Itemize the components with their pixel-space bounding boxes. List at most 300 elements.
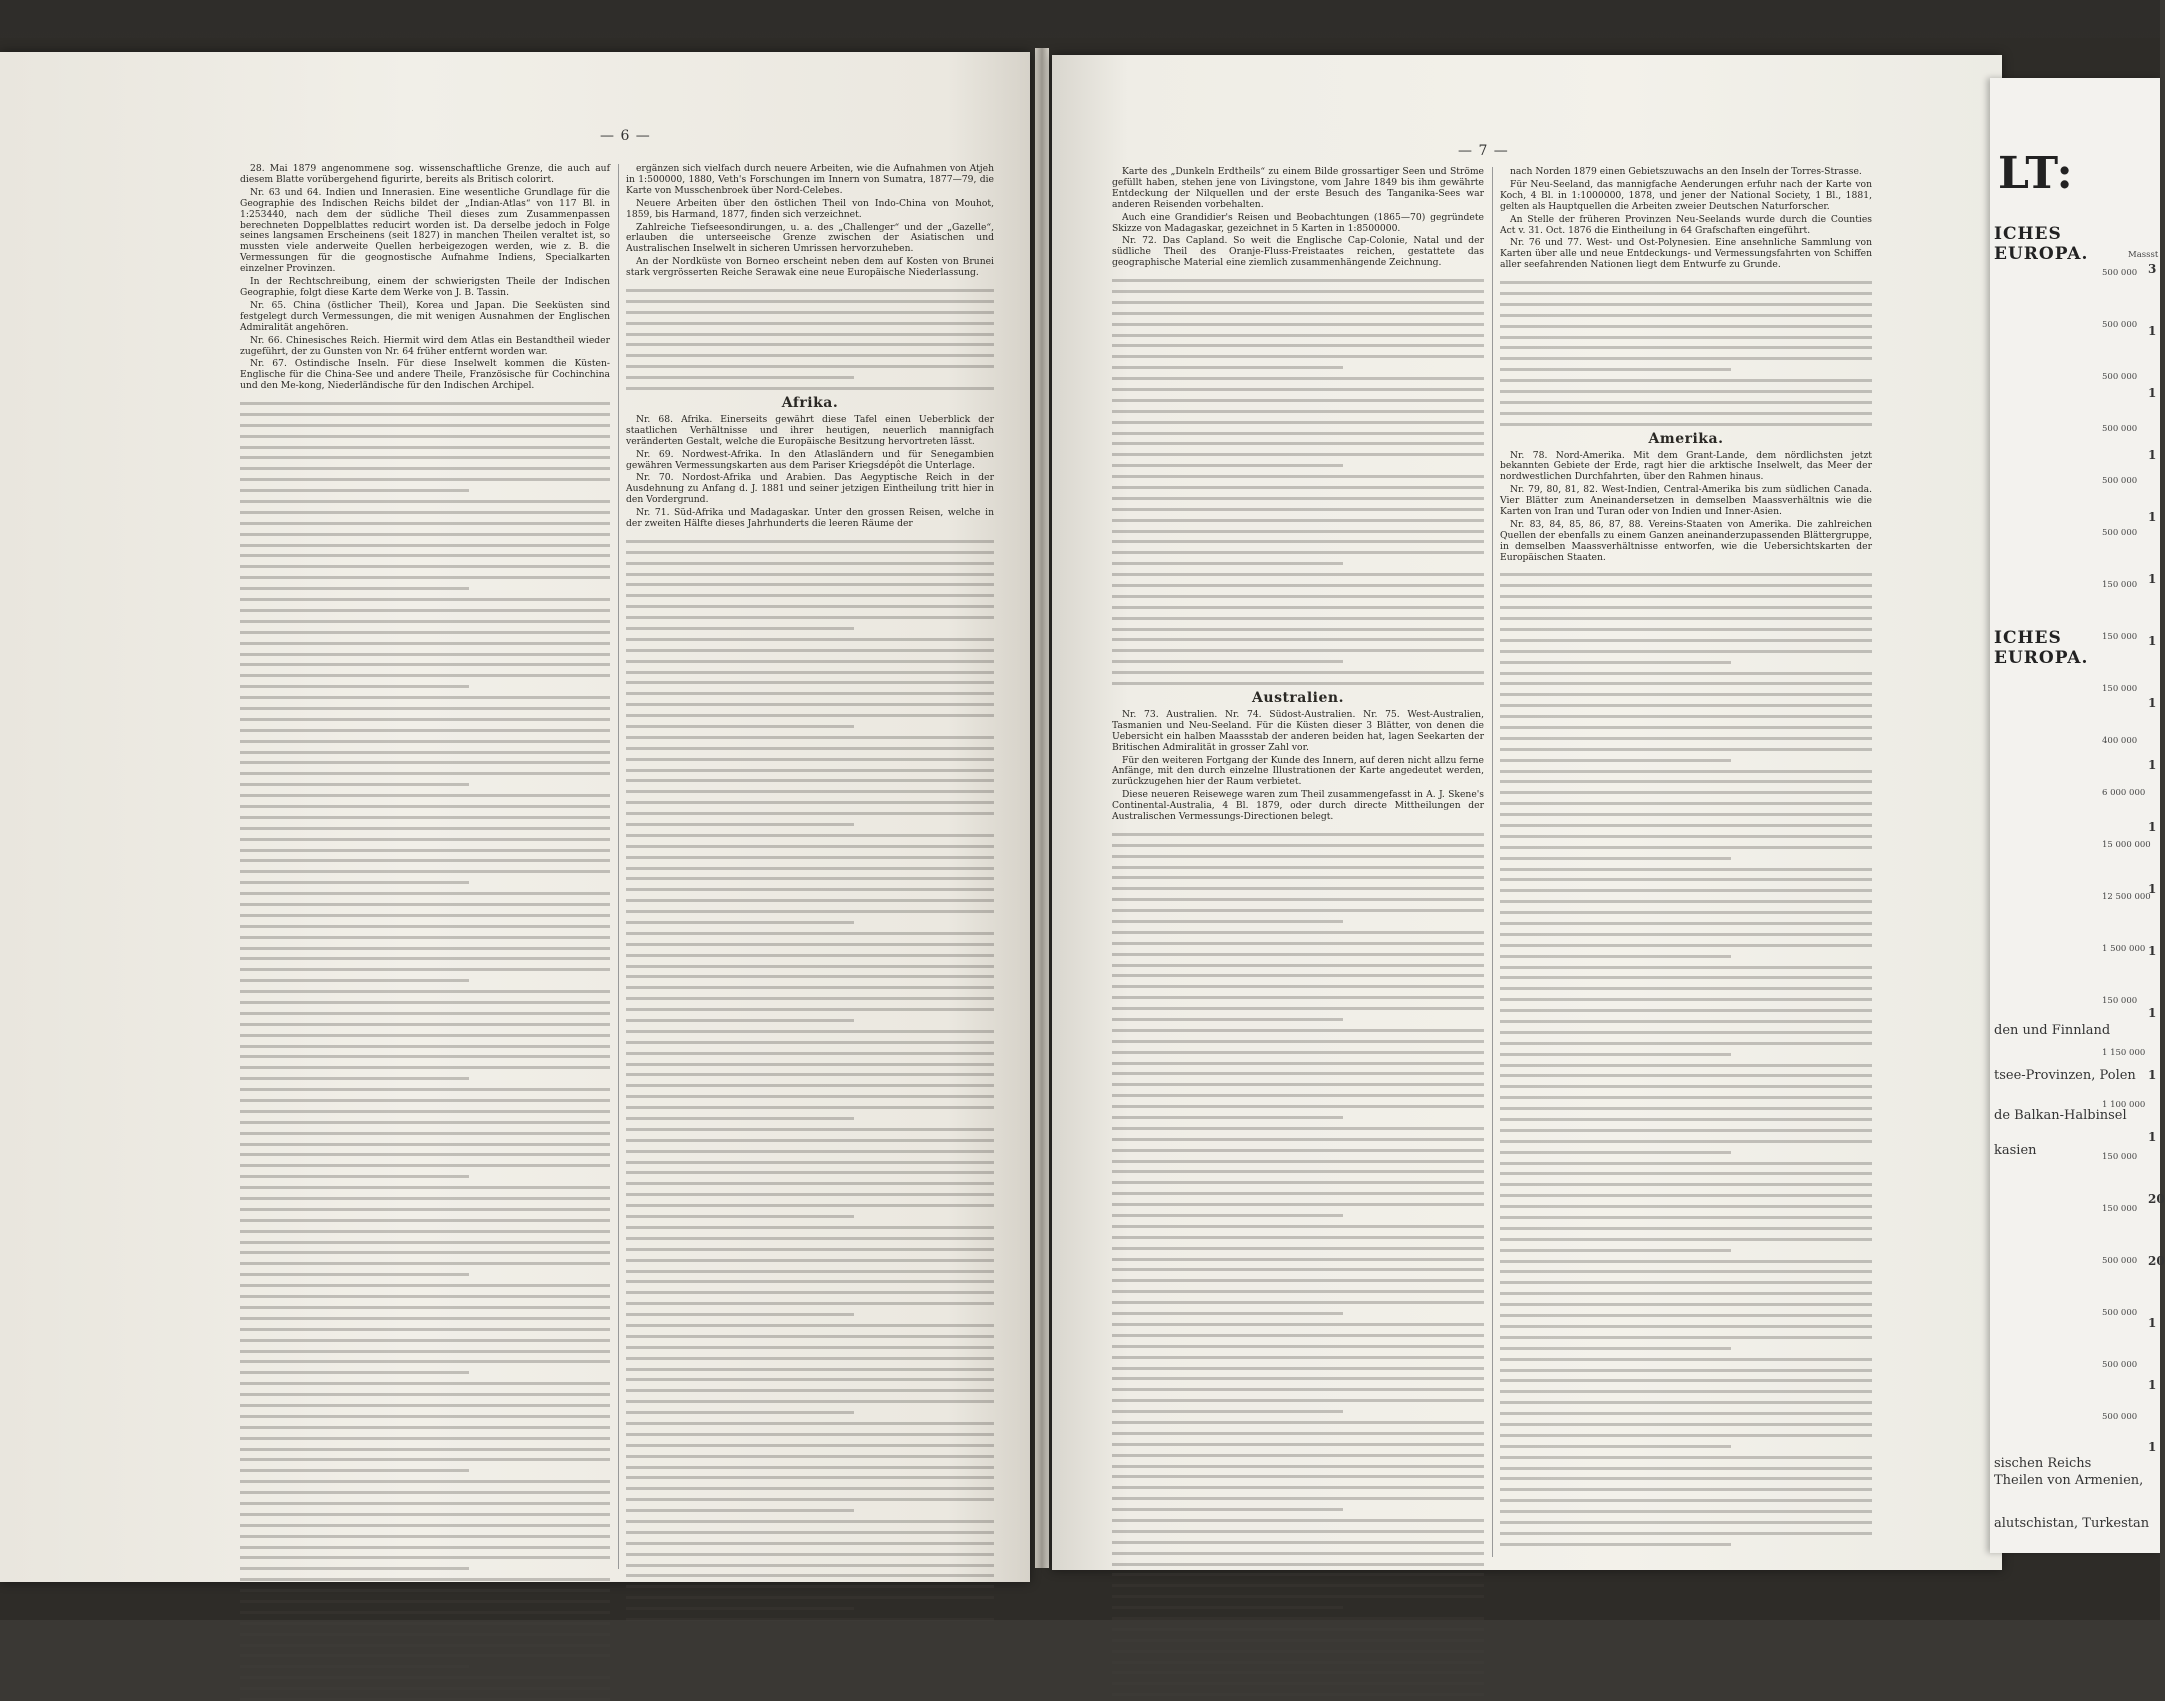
text-line (1500, 576, 1872, 587)
text-line (626, 1131, 994, 1142)
text-line (1112, 478, 1484, 489)
text-line (240, 1331, 610, 1342)
scale-column-label: Massst (2128, 250, 2159, 260)
paragraph: Auch eine Grandidier's Reisen und Beobachtungen (1865—70) gegründete Skizze von Madagaskar, gezeichnet in 5 Karten in 1:8500000. (1112, 211, 1484, 234)
text-line (626, 532, 994, 543)
text-line (1112, 1173, 1484, 1184)
text-line (1112, 304, 1484, 315)
text-line (1112, 1119, 1484, 1130)
text-line (240, 1200, 610, 1211)
text-line (1112, 1250, 1484, 1261)
text-line (626, 1098, 994, 1109)
text-line (1112, 315, 1484, 326)
text-line (626, 924, 994, 935)
text-line (1500, 371, 1872, 382)
text-line (1112, 1239, 1484, 1250)
text-line (1112, 522, 1484, 533)
text-line (240, 1048, 610, 1059)
text-line (626, 619, 854, 630)
paragraph: Nr. 72. Das Capland. So weit die Englische Cap-Colonie, Natal und der südliche Theil des Oranje-Fluss-Freistaates reichen, gestattete das geographische Material eine ziemlich zusammenhängende Zeichnung. (1112, 235, 1484, 269)
text-line (1112, 1141, 1484, 1152)
text-line (240, 1461, 469, 1472)
text-line (626, 674, 994, 685)
text-line (240, 666, 610, 677)
text-line (1500, 1219, 1872, 1230)
paragraph: An der Nordküste von Borneo erscheint neben dem auf Kosten von Brunei stark vergrösserten Reiche Serawak eine neue Europäische Niederlassung. (626, 256, 994, 279)
text-line (240, 1211, 610, 1222)
text-column-3 (1112, 167, 1484, 1557)
text-line (1500, 1263, 1872, 1274)
sheet-count: 20 (2148, 1192, 2165, 1206)
contents-heading-2: ICHES EUROPA. (1994, 628, 2089, 668)
text-line (1500, 1480, 1872, 1491)
text-line (240, 1091, 610, 1102)
scale-value: 12 500 000 (2102, 892, 2151, 902)
text-line (1112, 1282, 1484, 1293)
text-line (1112, 587, 1484, 598)
text-line (1500, 1513, 1872, 1524)
text-line (240, 634, 610, 645)
text-line (1500, 1361, 1872, 1372)
text-line (626, 641, 994, 652)
text-line (1500, 849, 1731, 860)
text-line (240, 1037, 610, 1048)
text-line (1112, 1576, 1484, 1587)
text-line (240, 819, 610, 830)
text-line (1500, 783, 1872, 794)
section-heading: Amerika. (1648, 430, 1724, 447)
contents-entry: tsee-Provinzen, Polen (1994, 1068, 2136, 1083)
text-line (1500, 393, 1872, 404)
text-line (1500, 284, 1872, 295)
text-line (1500, 1448, 1872, 1459)
text-line (240, 1069, 469, 1080)
contents-entry: Theilen von Armenien, (1994, 1473, 2144, 1488)
text-line (1500, 740, 1872, 751)
text-line (1112, 576, 1484, 587)
text-line (1500, 1339, 1731, 1350)
text-line (1112, 620, 1484, 631)
text-line (1500, 273, 1872, 284)
text-line (1112, 1032, 1484, 1043)
text-line (1500, 979, 1872, 990)
text-line (1500, 1524, 1872, 1535)
text-line (240, 906, 610, 917)
text-line (626, 1294, 994, 1305)
text-line (1112, 1620, 1484, 1631)
inserted-contents-sheet (1990, 78, 2165, 1553)
text-line (240, 971, 469, 982)
text-line (1500, 653, 1731, 664)
text-line (626, 1512, 994, 1523)
text-line (240, 481, 469, 492)
text-line (626, 303, 994, 314)
text-line (240, 1276, 610, 1287)
text-line (240, 525, 610, 536)
text-line (1500, 587, 1872, 598)
text-line (626, 761, 994, 772)
text-line (240, 1026, 610, 1037)
text-line (1112, 609, 1484, 620)
text-line (626, 1316, 994, 1327)
text-line (626, 1273, 994, 1284)
column-divider-right (1492, 167, 1493, 1557)
text-line (240, 1015, 610, 1026)
text-line (626, 935, 994, 946)
section-heading: Afrika. (781, 394, 839, 411)
text-line (626, 1599, 854, 1610)
text-line (240, 1385, 610, 1396)
text-line (626, 728, 994, 739)
text-line (1500, 860, 1872, 871)
text-line (1500, 1459, 1872, 1470)
text-line (1500, 1350, 1872, 1361)
text-line (1112, 358, 1343, 369)
text-line (1112, 271, 1484, 282)
paragraph: Für den weiteren Fortgang der Kunde des Innern, auf deren nicht allzu ferne Anfänge, mit den durch einzelne Illustrationen der Karte angedeutet werden, zurückzugehen hier der Raum verbietet. (1112, 754, 1484, 788)
text-line (626, 281, 994, 292)
text-line (240, 1320, 610, 1331)
text-line (1112, 1195, 1484, 1206)
text-line (240, 427, 610, 438)
text-line (240, 470, 610, 481)
text-line (626, 1044, 994, 1055)
text-line (240, 1636, 610, 1647)
text-line (1500, 990, 1872, 1001)
text-line (1500, 1165, 1872, 1176)
text-line (1112, 1010, 1343, 1021)
text-line (240, 1244, 610, 1255)
text-line (240, 1363, 469, 1374)
text-line (1500, 675, 1872, 686)
text-line (1112, 1435, 1484, 1446)
text-line (1500, 1273, 1872, 1284)
text-line (240, 895, 610, 906)
text-line (1500, 566, 1872, 577)
text-line (1500, 1099, 1872, 1110)
text-line (1500, 1306, 1872, 1317)
text-line (1500, 1284, 1872, 1295)
text-line (240, 1287, 610, 1298)
text-line (1500, 871, 1872, 882)
text-line (626, 1458, 994, 1469)
text-line (1500, 958, 1872, 969)
text-line (1500, 1230, 1872, 1241)
text-line (1112, 1402, 1343, 1413)
text-line (626, 859, 994, 870)
text-line (1500, 903, 1872, 914)
text-line (1112, 1184, 1484, 1195)
text-line (240, 1647, 610, 1658)
text-line (240, 1505, 610, 1516)
text-line (626, 1218, 994, 1229)
text-line (1500, 1208, 1872, 1219)
text-line (626, 1055, 994, 1066)
text-line (626, 1545, 994, 1556)
text-line (1500, 751, 1731, 762)
text-line (240, 590, 610, 601)
text-line (1500, 382, 1872, 393)
scale-value: 500 000 (2102, 372, 2138, 382)
text-line (1500, 1077, 1872, 1088)
text-line (1112, 1468, 1484, 1479)
contents-entry: de Balkan-Halbinsel (1994, 1108, 2127, 1123)
column-divider (618, 164, 619, 1569)
text-line (1500, 925, 1872, 936)
text-line (1112, 1413, 1484, 1424)
text-line (240, 536, 610, 547)
text-column-1 (240, 164, 610, 1569)
scale-value: 150 000 (2102, 632, 2138, 642)
text-line (1112, 1500, 1343, 1511)
text-line (626, 1610, 994, 1621)
text-line (240, 612, 610, 623)
paragraph: Nr. 79, 80, 81, 82. West-Indien, Central-Amerika bis zum südlichen Canada. Vier Blätter zum Aneinandersetzen in demselben Maassverhältnis wie die Karten von Iran und Turan oder von Indien und Inner-Asien. (1500, 484, 1872, 518)
text-line (240, 1189, 610, 1200)
text-line (1112, 1598, 1343, 1609)
text-line (626, 989, 994, 1000)
text-line (1112, 456, 1343, 467)
text-line (1112, 337, 1484, 348)
scale-value: 400 000 (2102, 736, 2138, 746)
paragraph: Nr. 70. Nordost-Afrika und Arabien. Das Aegyptische Reich in der Ausdehnung zu Anfang d. J. 1881 und seiner jetzigen Eintheilung tritt hier in den Vordergrund. (626, 472, 994, 506)
text-line (1112, 1664, 1484, 1675)
text-line (1112, 901, 1484, 912)
text-line (1112, 1326, 1484, 1337)
text-line (1112, 565, 1484, 576)
text-line (626, 663, 994, 674)
text-line (240, 416, 610, 427)
text-line (240, 1124, 610, 1135)
text-line (626, 1142, 994, 1153)
text-line (1112, 999, 1484, 1010)
text-line (626, 576, 994, 587)
text-line (1500, 306, 1872, 317)
text-line (1112, 934, 1484, 945)
text-line (1112, 1075, 1484, 1086)
text-line (240, 405, 610, 416)
section-heading: Australien. (1252, 690, 1344, 706)
text-line (626, 1283, 994, 1294)
text-line (240, 808, 610, 819)
text-line (1112, 1065, 1484, 1076)
text-line (626, 1153, 994, 1164)
text-line (626, 804, 994, 815)
text-line (240, 1178, 610, 1189)
text-line (240, 1625, 610, 1636)
text-line (240, 1222, 610, 1233)
text-line (1112, 1446, 1484, 1457)
text-line (1112, 1152, 1484, 1163)
text-line (626, 870, 994, 881)
text-line (1112, 1086, 1484, 1097)
text-line (1500, 707, 1872, 718)
text-line (1112, 1108, 1343, 1119)
text-line (1112, 1653, 1484, 1664)
text-line (240, 1353, 610, 1364)
text-line (240, 438, 610, 449)
text-line (1112, 511, 1484, 522)
text-line (626, 1556, 994, 1567)
text-line (626, 1534, 994, 1545)
text-line (626, 1262, 994, 1273)
text-line (626, 543, 994, 554)
paragraph: Nr. 73. Australien. Nr. 74. Südost-Australien. Nr. 75. West-Australien, Tasmanien und Neu-Seeland. Für die Küsten dieser 3 Blätter, von denen die Uebersicht ein halben Maassstab der anderen beiden hat, lagen Seekarten der Britischen Admiralität in grosser Zahl vor. (1112, 708, 1484, 753)
text-line (1500, 1121, 1872, 1132)
text-line (626, 1011, 854, 1022)
text-line (626, 782, 994, 793)
text-line (1500, 598, 1872, 609)
text-line (1112, 663, 1484, 674)
text-line (626, 902, 994, 913)
text-line (1112, 347, 1484, 358)
text-line (626, 1567, 994, 1578)
text-line (240, 623, 610, 634)
text-line (1500, 295, 1872, 306)
text-line (1500, 914, 1872, 925)
text-line (626, 1523, 994, 1534)
text-line (1500, 642, 1872, 653)
text-line (1500, 685, 1872, 696)
text-line (626, 684, 994, 695)
text-line (1112, 1555, 1484, 1566)
text-line (1112, 533, 1484, 544)
text-line (1112, 1391, 1484, 1402)
sheet-count: 1 (2148, 1316, 2157, 1330)
text-line (626, 346, 994, 357)
text-line (626, 1360, 994, 1371)
text-line (626, 1120, 994, 1131)
sheet-count: 1 (2148, 882, 2157, 896)
text-line (1112, 1642, 1484, 1653)
right-page (1052, 55, 2002, 1570)
text-line (1112, 1587, 1484, 1598)
text-line (1500, 1197, 1872, 1208)
text-line (626, 1349, 994, 1360)
text-line (1500, 1404, 1872, 1415)
text-line (240, 1614, 610, 1625)
text-line (1500, 1045, 1731, 1056)
text-line (1112, 1315, 1484, 1326)
scale-value: 500 000 (2102, 476, 2138, 486)
text-line (1112, 326, 1484, 337)
contents-title: LT: (1998, 148, 2073, 199)
text-line (240, 1342, 610, 1353)
text-line (1500, 729, 1872, 740)
paragraph: Nr. 68. Afrika. Einerseits gewährt diese Tafel einen Ueberblick der staatlichen Verhältnisse und ihrer heutigen, neuerlich mannigfach veränderten Gestalt, welche die Europäische Besitzung hervortreten lässt. (626, 413, 994, 447)
paragraph: 28. Mai 1879 angenommene sog. wissenschaftliche Grenze, die auch auf diesem Blatte vorübergehend figurirte, bereits als Britisch colorirt. (240, 163, 610, 185)
text-line (626, 554, 994, 565)
text-line (240, 884, 610, 895)
paragraph: Nr. 63 und 64. Indien und Innerasien. Eine wesentliche Grundlage für die Geographie des Indischen Reichs bildet der „Indian-Atlas“ von 117 Bl. in 1:253440, nach dem der südliche Theil dieses zum Zusammenpassen berechneten Doppelblattes reducirt worden ist. Da derselbe jedoch in Folge seines langsamen Erscheinens (seit 1827) in manchen Theilen veraltet ist, so mussten viele anderweite Quellen herbeigezogen werden, wie z. B. die Vermessungen für die geognostische Aufnahme Indiens, Specialkarten einzelner Provinzen. (240, 186, 610, 275)
text-line (240, 830, 610, 841)
text-line (1112, 1424, 1484, 1435)
sheet-count: 1 (2148, 510, 2157, 524)
text-line (1500, 664, 1872, 675)
text-line (1112, 445, 1484, 456)
text-line (1112, 1043, 1484, 1054)
text-line (240, 1058, 610, 1069)
text-line (240, 1679, 610, 1690)
text-line (1500, 816, 1872, 827)
text-line (240, 1265, 469, 1276)
paragraph: nach Norden 1879 einen Gebietszuwachs an den Inseln der Torres-Strasse. (1510, 166, 1862, 177)
text-line (626, 1436, 994, 1447)
text-line (1500, 1088, 1872, 1099)
text-line (240, 1516, 610, 1527)
text-line (626, 1403, 854, 1414)
page-number-right: — 7 — (1458, 143, 1509, 159)
text-line (626, 1588, 994, 1599)
text-line (240, 873, 469, 884)
text-line (240, 568, 610, 579)
text-line (1112, 1478, 1484, 1489)
text-line (1112, 1228, 1484, 1239)
scale-value: 1 100 000 (2102, 1100, 2146, 1110)
text-line (1500, 1491, 1872, 1502)
text-line (626, 695, 994, 706)
text-line (626, 1000, 994, 1011)
text-line (626, 1305, 854, 1316)
text-line (1500, 794, 1872, 805)
scale-value: 500 000 (2102, 1412, 2138, 1422)
text-line (1500, 1110, 1872, 1121)
scale-value: 500 000 (2102, 1360, 2138, 1370)
paragraph: Zahlreiche Tiefseesondirungen, u. a. des „Challenger“ und der „Gazelle“, erlauben die unterseeische Grenze zwischen der Asiatischen und Australischen Inselwelt in sicheren Umrissen hervorzuheben. (626, 221, 994, 255)
page-number-left: — 6 — (600, 128, 651, 144)
text-line (240, 1374, 610, 1385)
text-line (1112, 598, 1484, 609)
text-line (1500, 762, 1872, 773)
text-line (626, 1240, 994, 1251)
text-line (626, 739, 994, 750)
text-line (1500, 1012, 1872, 1023)
text-line (240, 1146, 610, 1157)
contents-entry: sischen Reichs (1994, 1456, 2092, 1471)
text-line (1112, 1206, 1343, 1217)
text-line (1112, 1348, 1484, 1359)
text-line (626, 1381, 994, 1392)
text-line (1112, 554, 1343, 565)
text-line (240, 1527, 610, 1538)
text-line (240, 1603, 610, 1614)
text-line (626, 630, 994, 641)
sheet-count: 1 (2148, 820, 2157, 834)
text-line (626, 1251, 994, 1262)
text-line (240, 1592, 610, 1603)
text-line (626, 957, 994, 968)
text-line (1112, 1544, 1484, 1555)
text-line (1112, 890, 1484, 901)
sheet-count: 1 (2148, 324, 2157, 338)
sheet-count: 1 (2148, 1378, 2157, 1392)
text-line (240, 557, 610, 568)
text-line (240, 1451, 610, 1462)
text-line (1112, 631, 1484, 642)
text-line (1112, 1609, 1484, 1620)
text-line (240, 1135, 610, 1146)
text-line (240, 797, 610, 808)
text-line (1112, 1380, 1484, 1391)
text-line (240, 645, 610, 656)
text-line (626, 357, 994, 368)
text-line (1112, 489, 1484, 500)
text-line (240, 950, 610, 961)
text-line (1500, 349, 1872, 360)
text-line (240, 699, 610, 710)
text-line (1112, 641, 1484, 652)
scale-value: 500 000 (2102, 528, 2138, 538)
